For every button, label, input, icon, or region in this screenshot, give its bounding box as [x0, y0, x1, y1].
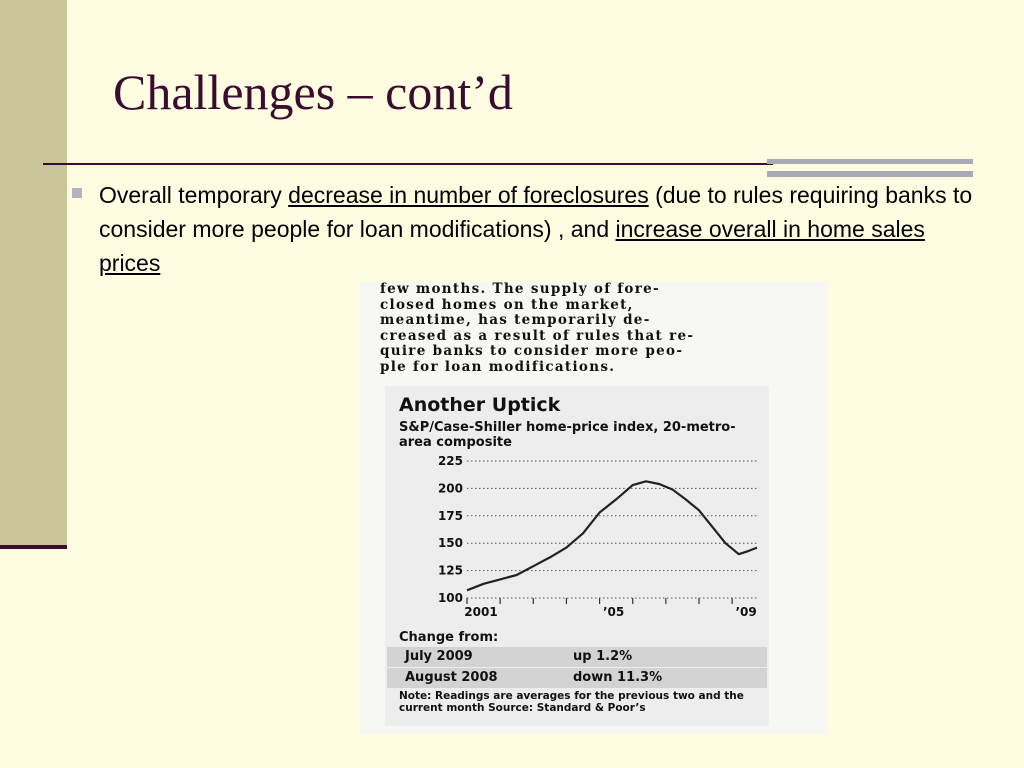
change-row: [387, 647, 767, 667]
title-rule: [43, 163, 773, 165]
x-tick-label: 2001: [464, 605, 498, 619]
bullet-square-icon: [72, 188, 82, 198]
left-decorative-bar: [0, 0, 67, 545]
newspaper-clipping: [360, 282, 828, 734]
bullet-text: [99, 178, 979, 280]
change-period: July 2009: [405, 649, 473, 664]
title-rule-gray-bottom: [767, 171, 973, 177]
y-tick-label: 200: [437, 481, 463, 496]
chart-note: Note: Readings are averages for the previous two and the current month Source: Standard & Poor’s: [399, 690, 744, 714]
title-rule-gray-top: [767, 159, 973, 164]
y-tick-label: 225: [437, 454, 463, 468]
slide-title: Challenges – cont’d: [113, 64, 513, 120]
change-row: [387, 668, 767, 688]
chart-graphic: [385, 386, 769, 726]
chart-title: Another Uptick: [399, 394, 561, 416]
x-tick-label: ’05: [602, 605, 625, 619]
y-tick-label: 175: [437, 508, 463, 523]
y-tick-label: 150: [437, 536, 463, 551]
article-text: few months. The supply of fore- closed homes on the market, meantime, has temporarily de- creased as a result of rules that re- quire banks to consider more peo- ple for loan modifications.: [380, 282, 695, 375]
change-header: Change from:: [399, 630, 499, 645]
bullet-middle: (due to rules requiring banks to consider more people for loan modifications) , and: [99, 182, 973, 242]
x-tick-label: ’09: [735, 605, 757, 619]
y-tick-label: 100: [437, 591, 463, 605]
left-bar-accent: [0, 545, 67, 549]
bullet-prefix: Overall temporary: [99, 182, 289, 208]
bullet-underlined-home-prices: increase overall in home sales prices: [99, 216, 925, 276]
change-value: up 1.2%: [573, 649, 633, 664]
bullet-underlined-foreclosures: decrease in number of foreclosures: [288, 182, 649, 208]
change-period: August 2008: [405, 670, 498, 685]
series-line: [467, 481, 757, 590]
chart-subtitle: S&P/Case-Shiller home-price index, 20-metro-area composite: [399, 420, 736, 450]
y-tick-label: 125: [437, 563, 463, 578]
change-value: down 11.3%: [573, 670, 663, 685]
